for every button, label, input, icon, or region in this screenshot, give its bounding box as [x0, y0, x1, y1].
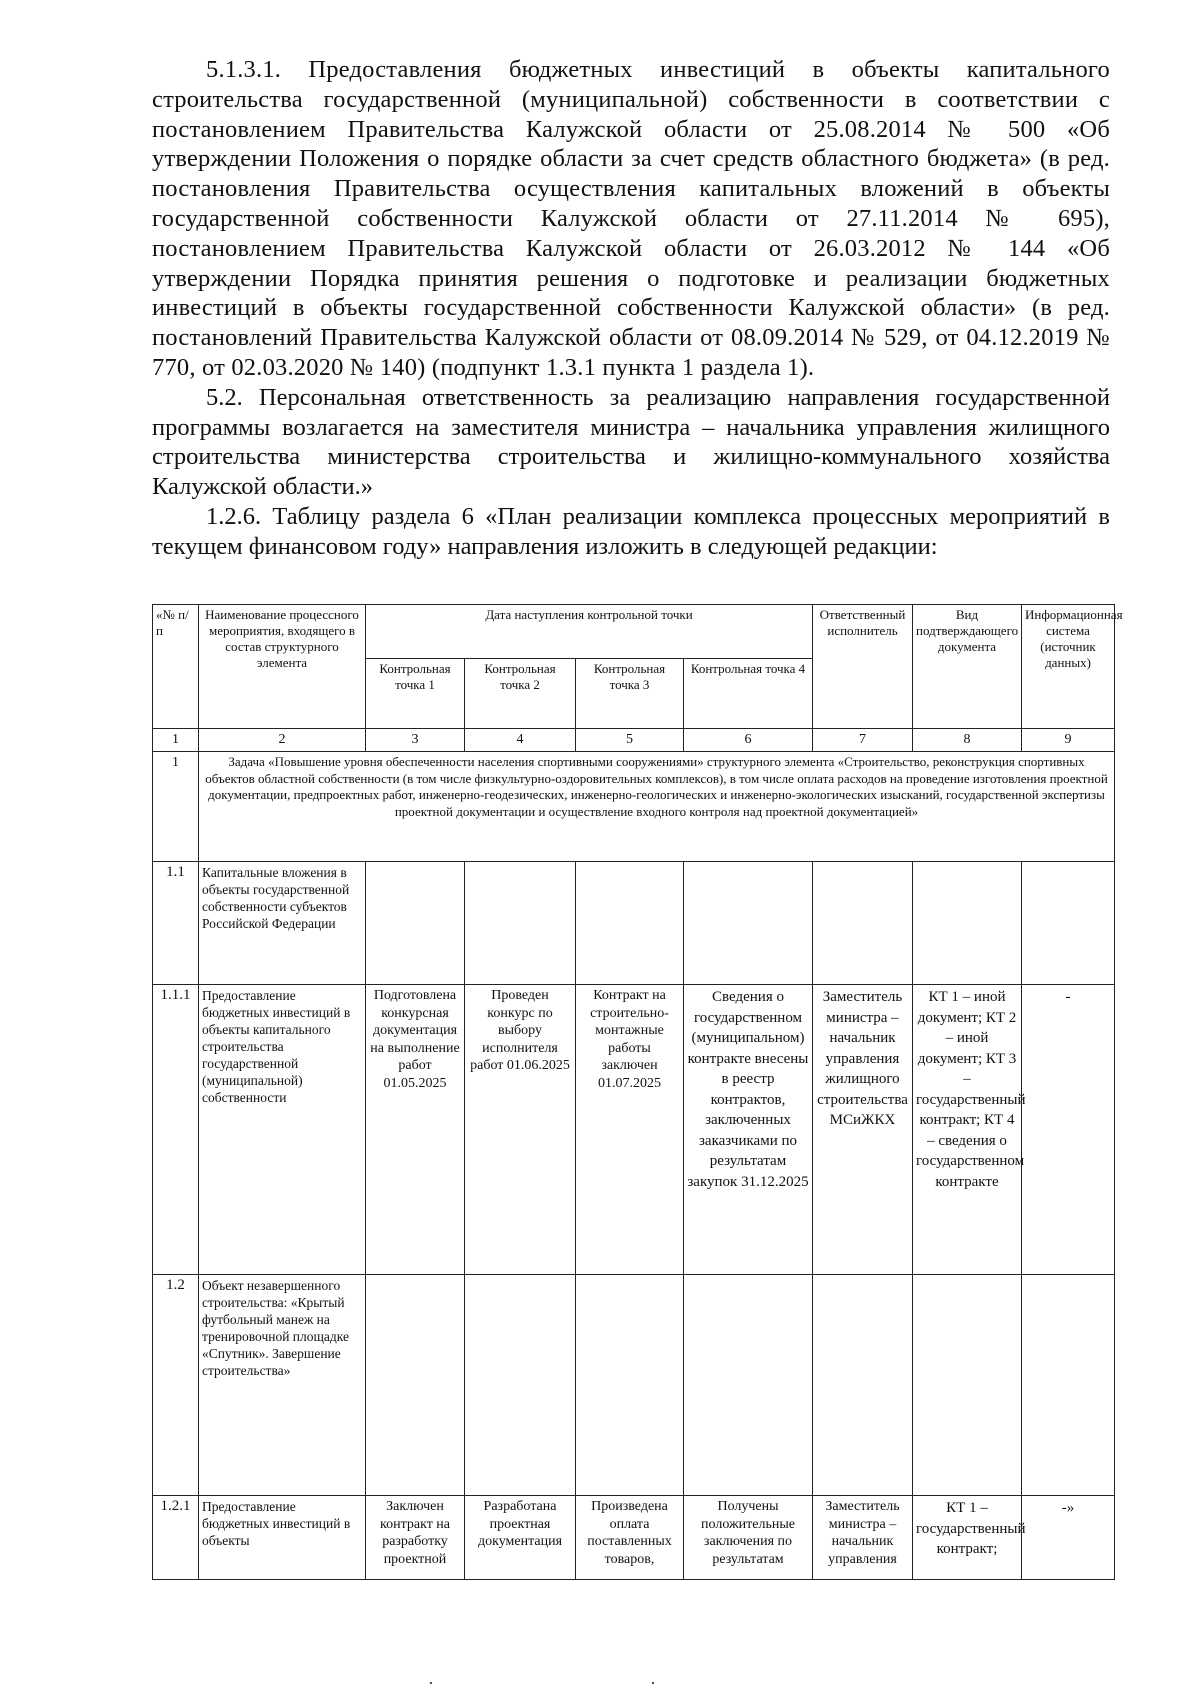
row-control-point-3: Контракт на строительно-монтажные работы заключен 01.07.2025	[576, 985, 684, 1275]
column-number-row	[153, 729, 1115, 752]
row-responsible	[813, 862, 913, 985]
row-control-point-1: Подготовлена конкурсная документация на выполнение работ 01.05.2025	[366, 985, 465, 1275]
row-responsible: Заместитель министра – начальник управления жилищного строительства МСиЖКХ	[813, 985, 913, 1275]
column-number: 1	[153, 729, 199, 752]
row-responsible: Заместитель министра – начальник управления	[813, 1496, 913, 1580]
header-control-point-4: Контрольная точка 4	[684, 659, 813, 729]
task-row	[153, 752, 1115, 862]
column-number: 9	[1022, 729, 1115, 752]
row-control-point-4: Получены положительные заключения по результатам	[684, 1496, 813, 1580]
column-number: 6	[684, 729, 813, 752]
row-control-point-3	[576, 862, 684, 985]
row-responsible	[813, 1275, 913, 1496]
task-number: 1	[153, 752, 199, 862]
row-activity-name: Объект незавершенного строительства: «Крытый футбольный манеж на тренировочной площадке «Спутник». Завершение строительства»	[199, 1275, 366, 1496]
row-control-point-4: Сведения о государственном (муниципальном) контракте внесены в реестр контрактов, заключенных заказчиками по результатам закупок 31.12.2025	[684, 985, 813, 1275]
row-info-system	[1022, 1275, 1115, 1496]
column-number: 4	[465, 729, 576, 752]
row-number: 1.1	[153, 862, 199, 985]
row-control-point-2	[465, 1275, 576, 1496]
column-number: 3	[366, 729, 465, 752]
row-control-point-2: Разработана проектная документация	[465, 1496, 576, 1580]
row-activity-name: Предоставление бюджетных инвестиций в объекты	[199, 1496, 366, 1580]
task-description: Задача «Повышение уровня обеспеченности населения спортивными сооружениями» структурного элемента «Строительство, реконструкция спортивных объектов областной собственности (в том числе физкультурно-оздоровительных комплексов), в том числе оплата расходов на проведение изготовления проектной документации, предпроектных работ, инженерно-геодезических, инженерно-геологических и инженерно-экологических изысканий, государственной экспертизы проектной документации и осуществление входного контроля над проектной документацией»	[199, 752, 1115, 862]
column-number: 8	[913, 729, 1022, 752]
row-info-system: -	[1022, 985, 1115, 1275]
header-info-system: Информационная система (источник данных)	[1022, 605, 1115, 729]
paragraph-5-2: 5.2. Персональная ответственность за реализацию направления государственной программы возлагается на заместителя министра – начальника управления жилищного строительства министерства строительства и жилищно-коммунального хозяйства Калужской области.»	[152, 383, 1110, 501]
table-row	[153, 1496, 1115, 1580]
table-row	[153, 862, 1115, 985]
table-row	[153, 1275, 1115, 1496]
table-row	[153, 985, 1115, 1275]
row-control-point-1	[366, 862, 465, 985]
header-number: «№ п/п	[153, 605, 199, 729]
header-activity-name: Наименование процессного мероприятия, входящего в состав структурного элемента	[199, 605, 366, 729]
row-control-point-3: Произведена оплата поставленных товаров,	[576, 1496, 684, 1580]
row-document-type	[913, 862, 1022, 985]
plan-table	[152, 604, 1123, 1580]
row-control-point-2: Проведен конкурс по выбору исполнителя работ 01.06.2025	[465, 985, 576, 1275]
header-responsible: Ответственный исполнитель	[813, 605, 913, 729]
body-text	[152, 55, 1110, 562]
row-activity-name: Капитальные вложения в объекты государственной собственности субъектов Российской Федерации	[199, 862, 366, 985]
row-number: 1.1.1	[153, 985, 199, 1275]
row-number: 1.2.1	[153, 1496, 199, 1580]
column-number: 2	[199, 729, 366, 752]
column-number: 7	[813, 729, 913, 752]
row-document-type: КТ 1 – государственный контракт;	[913, 1496, 1022, 1580]
row-document-type: КТ 1 – иной документ; КТ 2 – иной документ; КТ 3 – государственный контракт; КТ 4 – сведения о государственном контракте	[913, 985, 1022, 1275]
header-control-point-3: Контрольная точка 3	[576, 659, 684, 729]
row-control-point-3	[576, 1275, 684, 1496]
paragraph-5-1-3-1: 5.1.3.1. Предоставления бюджетных инвестиций в объекты капитального строительства государственной (муниципальной) собственности в соответствии с постановлением Правительства Калужской области от 25.08.2014 № 500 «Об утверждении Положения о порядке области за счет средств областного бюджета» (в ред. постановления Правительства осуществления капитальных вложений в объекты государственной собственности Калужской области от 27.11.2014 № 695), постановлением Правительства Калужской области от 26.03.2012 № 144 «Об утверждении Порядка принятия решения о подготовке и реализации бюджетных инвестиций в объекты государственной собственности Калужской области» (в ред. постановлений Правительства Калужской области от 08.09.2014 № 529, от 04.12.2019 № 770, от 02.03.2020 № 140) (подпункт 1.3.1 пункта 1 раздела 1).	[152, 56, 1110, 381]
header-control-point-2: Контрольная точка 2	[465, 659, 576, 729]
row-control-point-1: Заключен контракт на разработку проектной	[366, 1496, 465, 1580]
row-number: 1.2	[153, 1275, 199, 1496]
scan-marks	[430, 1682, 680, 1686]
row-info-system: -»	[1022, 1496, 1115, 1580]
header-document-type: Вид подтверждающего документа	[913, 605, 1022, 729]
row-activity-name: Предоставление бюджетных инвестиций в объекты капитального строительства государственной (муниципальной) собственности	[199, 985, 366, 1275]
row-control-point-4	[684, 1275, 813, 1496]
row-control-point-2	[465, 862, 576, 985]
row-document-type	[913, 1275, 1022, 1496]
paragraph-1-2-6: 1.2.6. Таблицу раздела 6 «План реализации комплекса процессных мероприятий в текущем финансовом году» направления изложить в следующей редакции:	[152, 502, 1110, 560]
row-control-point-1	[366, 1275, 465, 1496]
header-control-point-1: Контрольная точка 1	[366, 659, 465, 729]
row-info-system	[1022, 862, 1115, 985]
header-control-date-group: Дата наступления контрольной точки	[366, 605, 813, 659]
row-control-point-4	[684, 862, 813, 985]
column-number: 5	[576, 729, 684, 752]
